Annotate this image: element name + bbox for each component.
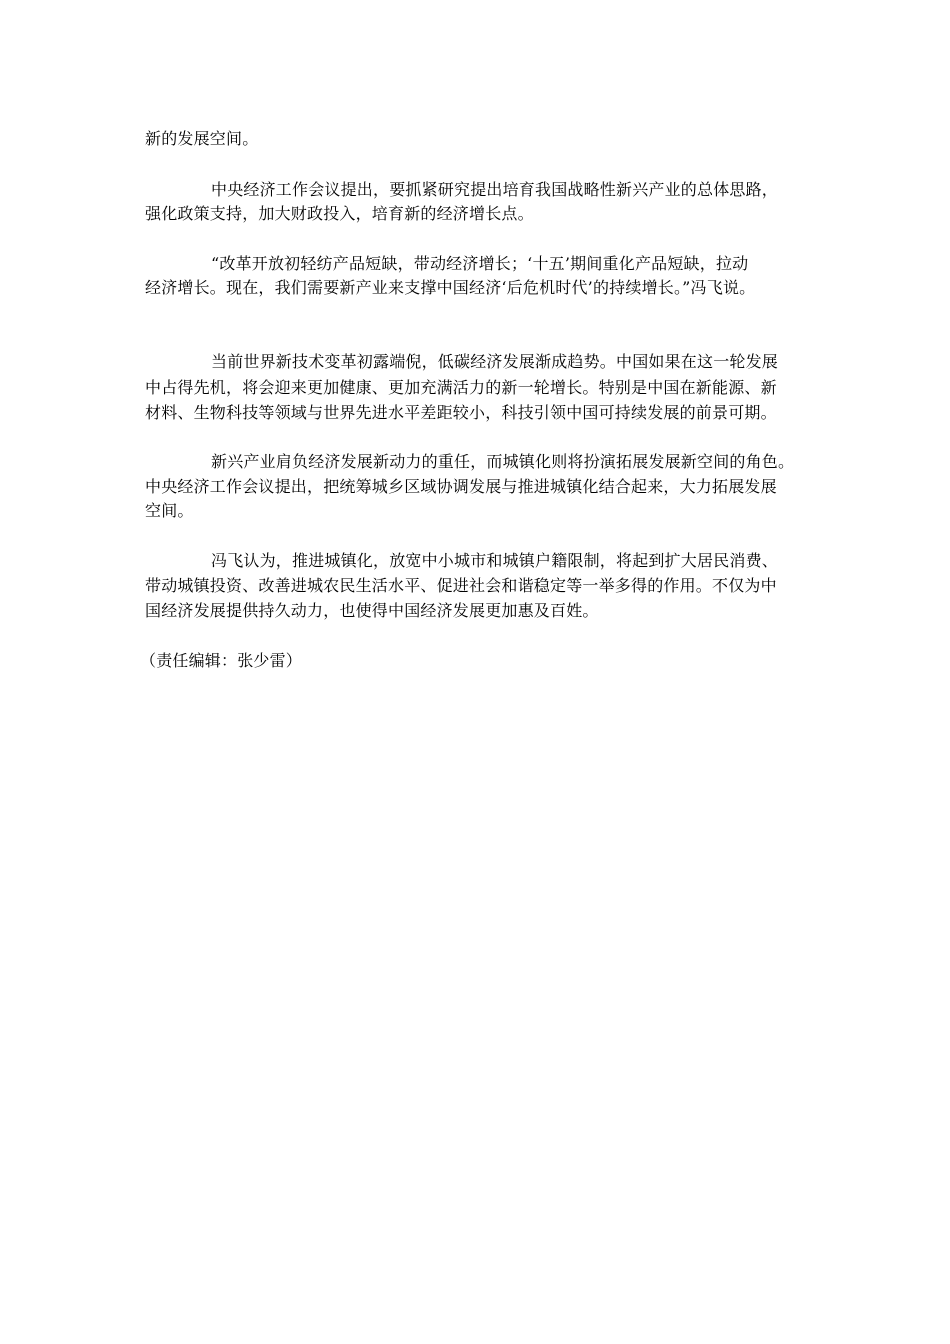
paragraph-line: “改革开放初轻纺产品短缺，带动经济增长；‘十五’期间重化产品短缺，拉动 [211,254,749,273]
paragraph-line: 国经济发展提供持久动力，也使得中国经济发展更加惠及百姓。 [145,601,599,620]
paragraph-line: 材料、生物科技等领域与世界先进水平差距较小，科技引领中国可持续发展的前景可期。 [145,403,777,422]
editor-note: （责任编辑：张少雷） [140,651,303,670]
paragraph-line: 经济增长。现在，我们需要新产业来支撑中国经济‘后危机时代’的持续增长。”冯飞说。 [145,278,756,297]
paragraph-line: 中央经济工作会议提出，把统筹城乡区域协调发展与推进城镇化结合起来，大力拓展发展 [145,477,777,496]
paragraph-line: 空间。 [145,501,194,520]
paragraph-line: 中央经济工作会议提出，要抓紧研究提出培育我国战略性新兴产业的总体思路， [211,180,779,199]
paragraph-line: 冯飞认为，推进城镇化，放宽中小城市和城镇户籍限制，将起到扩大居民消费、 [211,551,779,570]
paragraph-line: 中占得先机，将会迎来更加健康、更加充满活力的新一轮增长。特别是中国在新能源、新 [145,378,777,397]
paragraph-line: 强化政策支持，加大财政投入，培育新的经济增长点。 [145,204,534,223]
paragraph-line: 带动城镇投资、改善进城农民生活水平、促进社会和谐稳定等一举多得的作用。不仅为中 [145,576,777,595]
paragraph-line: 新的发展空间。 [145,129,259,148]
paragraph-line: 新兴产业肩负经济发展新动力的重任，而城镇化则将扮演拓展发展新空间的角色。 [211,452,795,471]
paragraph-line: 当前世界新技术变革初露端倪，低碳经济发展渐成趋势。中国如果在这一轮发展 [211,352,779,371]
